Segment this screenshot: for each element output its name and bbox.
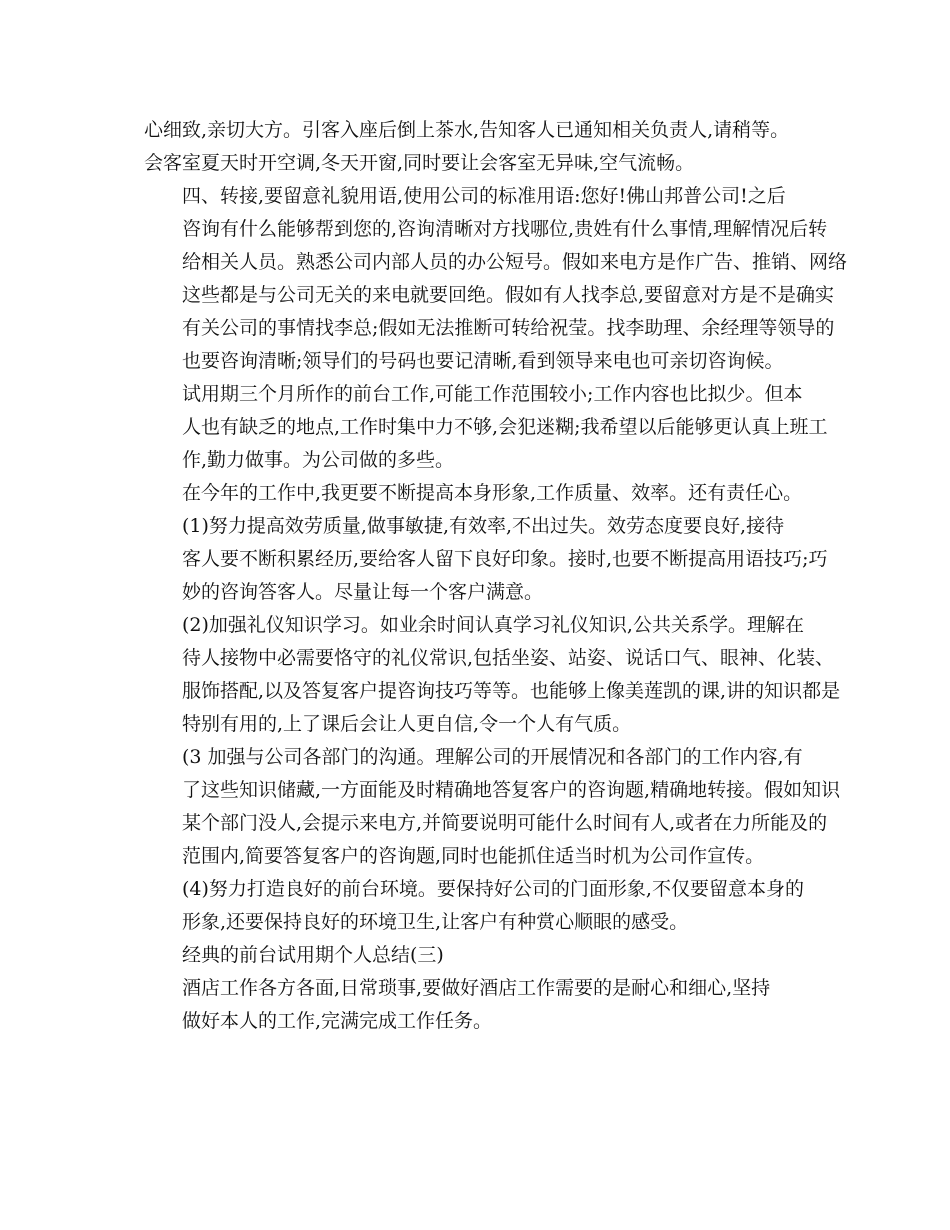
text-line: 会客室夏天时开空调,冬天开窗,同时要让会客室无异味,空气流畅。: [144, 152, 695, 174]
text-line: 客人要不断积累经历,要给客人留下良好印象。接时,也要不断提高用语技巧;巧: [182, 548, 828, 570]
text-line: 做好本人的工作,完满完成工作任务。: [182, 1010, 493, 1032]
document-body: [144, 114, 848, 1038]
body-paragraph: [144, 939, 804, 972]
text-line: 某个部门没人,会提示来电方,并简要说明可能什么时间有人,或者在力所能及的: [182, 812, 828, 834]
text-line: 有关公司的事情找李总;假如无法推断可转给祝莹。找李助理、余经理等领导的: [182, 317, 835, 339]
body-paragraph: [144, 114, 804, 180]
text-line: 经典的前台试用期个人总结(三): [182, 944, 444, 966]
text-line: 四、转接,要留意礼貌用语,使用公司的标准用语:您好!佛山邦普公司!之后: [182, 185, 786, 207]
body-paragraph: [144, 972, 804, 1038]
text-line: (3 加强与公司各部门的沟通。理解公司的开展情况和各部门的工作内容,有: [182, 746, 803, 768]
text-line: 这些都是与公司无关的来电就要回绝。假如有人找李总,要留意对方是不是确实: [182, 284, 835, 306]
body-paragraph: [144, 510, 828, 609]
text-line: (1)努力提高效劳质量,做事敏捷,有效率,不出过失。效劳态度要良好,接待: [182, 515, 785, 537]
text-line: 在今年的工作中,我更要不断提高本身形象,工作质量、效率。还有责任心。: [182, 482, 803, 504]
text-line: 了这些知识储藏,一方面能及时精确地答复客户的咨询题,精确地转接。假如知识: [182, 779, 841, 801]
text-line: 咨询有什么能够帮到您的,咨询清晰对方找哪位,贵姓有什么事情,理解情况后转: [182, 218, 828, 240]
text-line: (2)加强礼仪知识学习。如业余时间认真学习礼仪知识,公共关系学。理解在: [182, 614, 804, 636]
body-paragraph: [144, 609, 841, 741]
body-paragraph: [144, 741, 841, 873]
text-line: 心细致,亲切大方。引客入座后倒上茶水,告知客人已通知相关负责人,请稍等。: [144, 119, 790, 141]
text-line: 酒店工作各方各面,日常琐事,要做好酒店工作需要的是耐心和细心,坚持: [182, 977, 771, 999]
text-line: 也要咨询清晰;领导们的号码也要记清晰,看到领导来电也可亲切咨询候。: [182, 350, 784, 372]
text-line: 范围内,简要答复客户的咨询题,同时也能抓住适当时机为公司作宣传。: [182, 845, 765, 867]
body-paragraph: [144, 378, 828, 477]
text-line: 特别有用的,上了课后会让人更自信,令一个人有气质。: [182, 713, 632, 735]
text-line: 试用期三个月所作的前台工作,可能工作范围较小;工作内容也比拟少。但本: [182, 383, 803, 405]
text-line: 妙的咨询答客人。尽量让每一个客户满意。: [182, 581, 544, 603]
body-paragraph: [144, 873, 804, 939]
text-line: 服饰搭配,以及答复客户提咨询技巧等等。也能够上像美莲凯的课,讲的知识都是: [182, 680, 841, 702]
text-line: 人也有缺乏的地点,工作时集中力不够,会犯迷糊;我希望以后能够更认真上班工: [182, 416, 828, 438]
text-line: 作,勤力做事。为公司做的多些。: [182, 449, 455, 471]
text-line: 给相关人员。熟悉公司内部人员的办公短号。假如来电方是作广告、推销、网络: [182, 251, 848, 273]
body-paragraph: [144, 477, 804, 510]
text-line: 形象,还要保持良好的环境卫生,让客户有种赏心顺眼的感受。: [182, 911, 689, 933]
text-line: 待人接物中必需要恪守的礼仪常识,包括坐姿、站姿、说话口气、眼神、化装、: [182, 647, 835, 669]
body-paragraph: [144, 180, 848, 378]
text-line: (4)努力打造良好的前台环境。要保持好公司的门面形象,不仅要留意本身的: [182, 878, 804, 900]
